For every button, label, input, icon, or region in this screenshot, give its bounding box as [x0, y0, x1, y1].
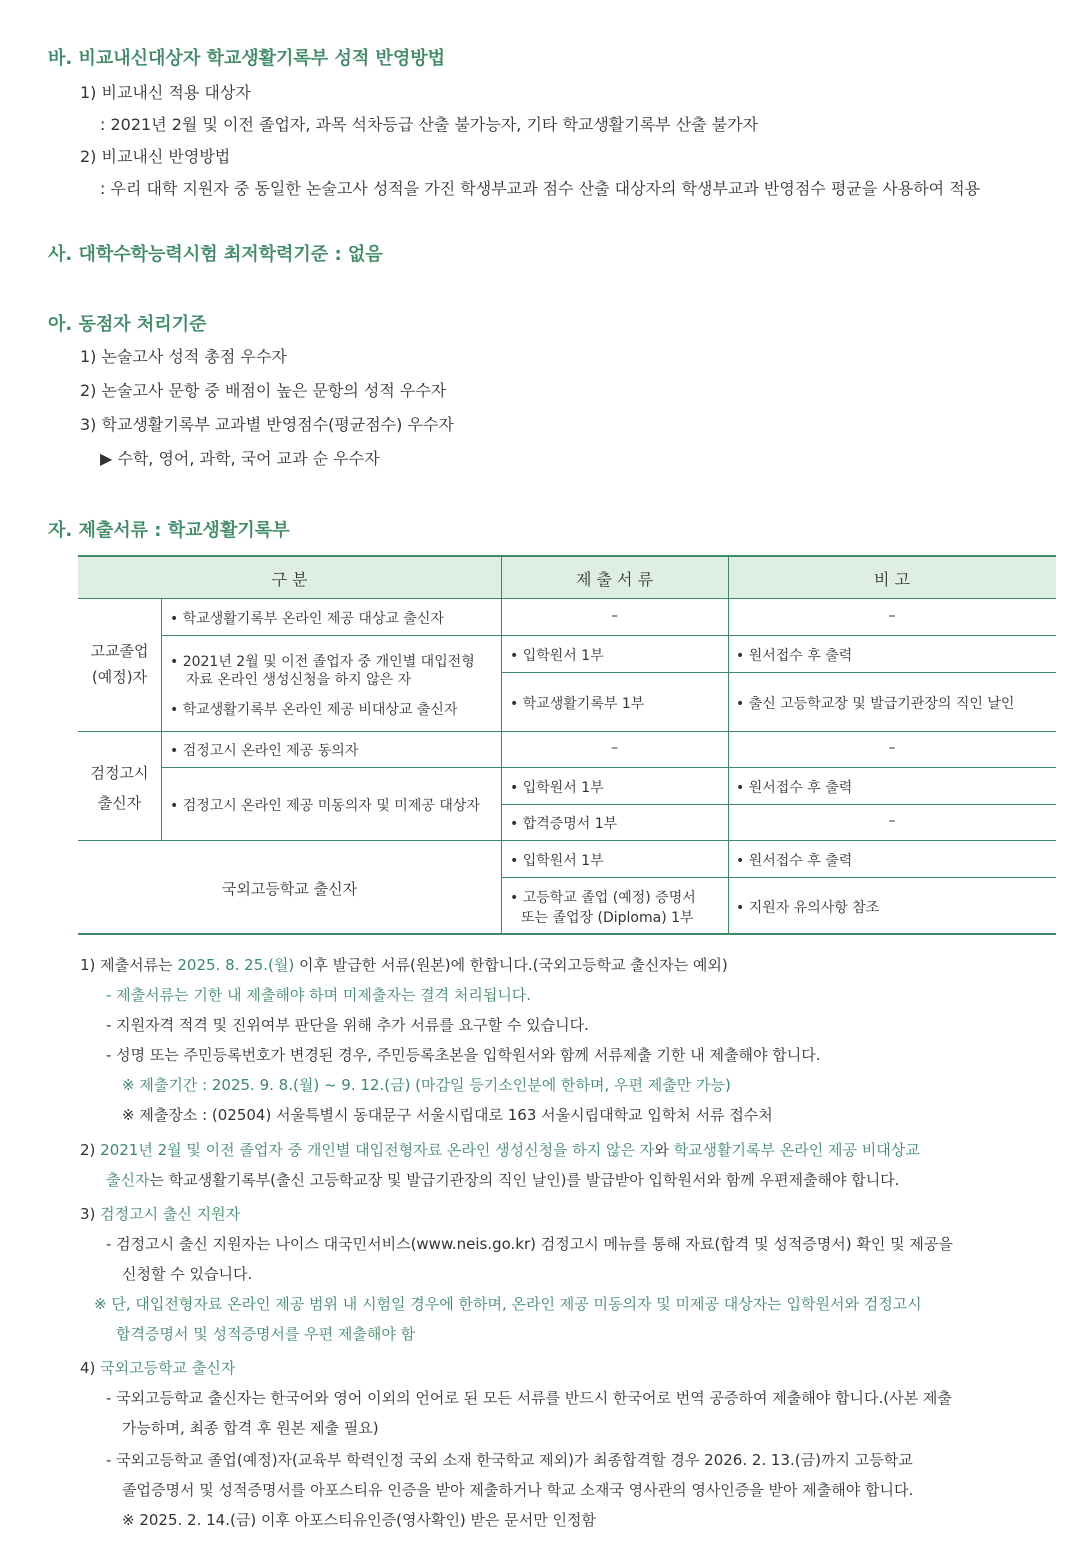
table-cell-document: • 고등학교 졸업 (예정) 증명서	[510, 890, 696, 906]
table-cell-category: • 2021년 2월 및 이전 졸업자 중 개인별 대입전형	[170, 654, 475, 670]
note-1-submission-place: ※ 제출장소 : (02504) 서울특별시 동대문구 서울시립대로 163 서울시립대학교 입학처 서류 접수처	[122, 1106, 773, 1124]
table-cell-document: • 학교생활기록부 1부	[510, 696, 645, 712]
note-4-c: ※ 2025. 2. 14.(금) 이후 아포스티유인증(영사확인) 받은 문서만 인정함	[122, 1511, 597, 1529]
table-cell-document: –	[611, 608, 618, 624]
section-heading-ba: 바. 비교내신대상자 학교생활기록부 성적 반영방법	[48, 48, 446, 69]
section-heading-a: 아. 동점자 처리기준	[48, 314, 207, 335]
group-label-graduate-line1: 고교졸업	[90, 642, 149, 660]
table-cell-document: –	[611, 740, 618, 756]
note-3-a-line2: 신청할 수 있습니다.	[122, 1265, 253, 1283]
note-1-deadline-warning: - 제출서류는 기한 내 제출해야 하며 미제출자는 결격 처리됩니다.	[106, 986, 532, 1004]
header-remarks: 비 고	[874, 570, 910, 589]
item-comparative-target-desc: : 2021년 2월 및 이전 졸업자, 과목 석차등급 산출 불가능자, 기타 학교생활기록부 산출 불가자	[100, 115, 759, 134]
item-comparative-method: 2) 비교내신 반영방법	[80, 147, 231, 166]
tie-rule-3-sub: ▶ 수학, 영어, 과학, 국어 교과 순 우수자	[100, 449, 380, 468]
note-4-title: 4) 국외고등학교 출신자	[80, 1359, 236, 1377]
note-1: 1) 제출서류는 2025. 8. 25.(월) 이후 발급한 서류(원본)에 한합니다.(국외고등학교 출신자는 예외)	[80, 956, 728, 974]
table-cell-note: • 지원자 유의사항 참조	[736, 900, 880, 916]
table-cell-note: • 원서접수 후 출력	[736, 648, 853, 664]
header-category: 구 분	[271, 570, 308, 589]
table-cell-document: 또는 졸업장 (Diploma) 1부	[521, 910, 694, 926]
group-label-graduate-line2: (예정)자	[91, 668, 148, 686]
section-heading-sa: 사. 대학수학능력시험 최저학력기준 : 없음	[48, 244, 383, 265]
note-4-a-line2: 가능하며, 최종 합격 후 원본 제출 필요)	[122, 1419, 379, 1437]
table-cell-note: • 원서접수 후 출력	[736, 853, 853, 869]
note-4-a-line1: - 국외고등학교 출신자는 한국어와 영어 이외의 언어로 된 모든 서류를 반드시 한국어로 번역 공증하여 제출해야 합니다.(사본 제출	[106, 1389, 952, 1407]
note-2-line2: 출신자는 학교생활기록부(출신 고등학교장 및 발급기관장의 직인 날인)를 발급받아 입학원서와 함께 우편제출해야 합니다.	[106, 1171, 900, 1189]
table-cell-category: • 검정고시 온라인 제공 미동의자 및 미제공 대상자	[170, 798, 480, 814]
table-cell-category: • 학교생활기록부 온라인 제공 대상교 출신자	[170, 611, 444, 627]
tie-rule-1: 1) 논술고사 성적 총점 우수자	[80, 347, 287, 366]
table-cell-document: • 입학원서 1부	[510, 780, 604, 796]
item-comparative-method-desc: : 우리 대학 지원자 중 동일한 논술고사 성적을 가진 학생부교과 점수 산출 대상자의 학생부교과 반영점수 평균을 사용하여 적용	[100, 179, 981, 198]
note-3-a-line1: - 검정고시 출신 지원자는 나이스 대국민서비스(www.neis.go.kr) 검정고시 메뉴를 통해 자료(합격 및 성적증명서) 확인 및 제공을	[106, 1235, 953, 1253]
table-cell-note: –	[888, 608, 896, 624]
table-cell-note: • 원서접수 후 출력	[736, 780, 853, 796]
documents-table	[78, 555, 1056, 935]
table-cell-document: • 입학원서 1부	[510, 648, 604, 664]
table-cell-note: –	[888, 813, 896, 829]
note-3-title: 3) 검정고시 출신 지원자	[80, 1205, 241, 1223]
group-label-ged-line2: 출신자	[97, 794, 142, 812]
note-2-line1: 2) 2021년 2월 및 이전 졸업자 중 개인별 대입전형자료 온라인 생성신청을 하지 않은 자와 학교생활기록부 온라인 제공 비대상교	[80, 1141, 920, 1159]
table-cell-note: –	[888, 740, 896, 756]
tie-rule-2: 2) 논술고사 문항 중 배점이 높은 문항의 성적 우수자	[80, 381, 447, 400]
table-cell-category: 자료 온라인 생성신청을 하지 않은 자	[186, 672, 412, 688]
note-3-b-line1: ※ 단, 대입전형자료 온라인 제공 범위 내 시험일 경우에 한하며, 온라인 제공 미동의자 및 미제공 대상자는 입학원서와 검정고시	[94, 1295, 922, 1313]
note-3-b-line2: 합격증명서 및 성적증명서를 우편 제출해야 함	[116, 1325, 416, 1343]
table-cell-document: • 합격증명서 1부	[510, 816, 618, 832]
item-comparative-target: 1) 비교내신 적용 대상자	[80, 83, 251, 102]
group-label-ged-line1: 검정고시	[90, 764, 149, 782]
note-1-submission-period: ※ 제출기간 : 2025. 9. 8.(월) ~ 9. 12.(금) (마감일 등기소인분에 한하며, 우편 제출만 가능)	[122, 1076, 731, 1094]
section-heading-ja: 자. 제출서류 : 학교생활기록부	[48, 520, 290, 541]
group-label-overseas: 국외고등학교 출신자	[221, 880, 358, 898]
note-4-b-line2: 졸업증명서 및 성적증명서를 아포스티유 인증을 받아 제출하거나 학교 소재국 영사관의 영사인증을 받아 제출해야 합니다.	[122, 1481, 914, 1499]
header-documents: 제 출 서 류	[575, 570, 654, 589]
note-1-name-change: - 성명 또는 주민등록번호가 변경된 경우, 주민등록초본을 입학원서와 함께 서류제출 기한 내 제출해야 합니다.	[106, 1046, 821, 1064]
note-4-b-line1: - 국외고등학교 졸업(예정)자(교육부 학력인정 국외 소재 한국학교 제외)가 최종합격할 경우 2026. 2. 13.(금)까지 고등학교	[106, 1451, 913, 1469]
table-cell-document: • 입학원서 1부	[510, 853, 604, 869]
table-cell-category: • 검정고시 온라인 제공 동의자	[170, 743, 359, 759]
tie-rule-3: 3) 학교생활기록부 교과별 반영점수(평균점수) 우수자	[80, 415, 454, 434]
table-cell-category: • 학교생활기록부 온라인 제공 비대상교 출신자	[170, 702, 458, 718]
table-cell-note: • 출신 고등학교장 및 발급기관장의 직인 날인	[736, 696, 1015, 712]
note-1-extra-docs: - 지원자격 적격 및 진위여부 판단을 위해 추가 서류를 요구할 수 있습니다.	[106, 1016, 589, 1034]
